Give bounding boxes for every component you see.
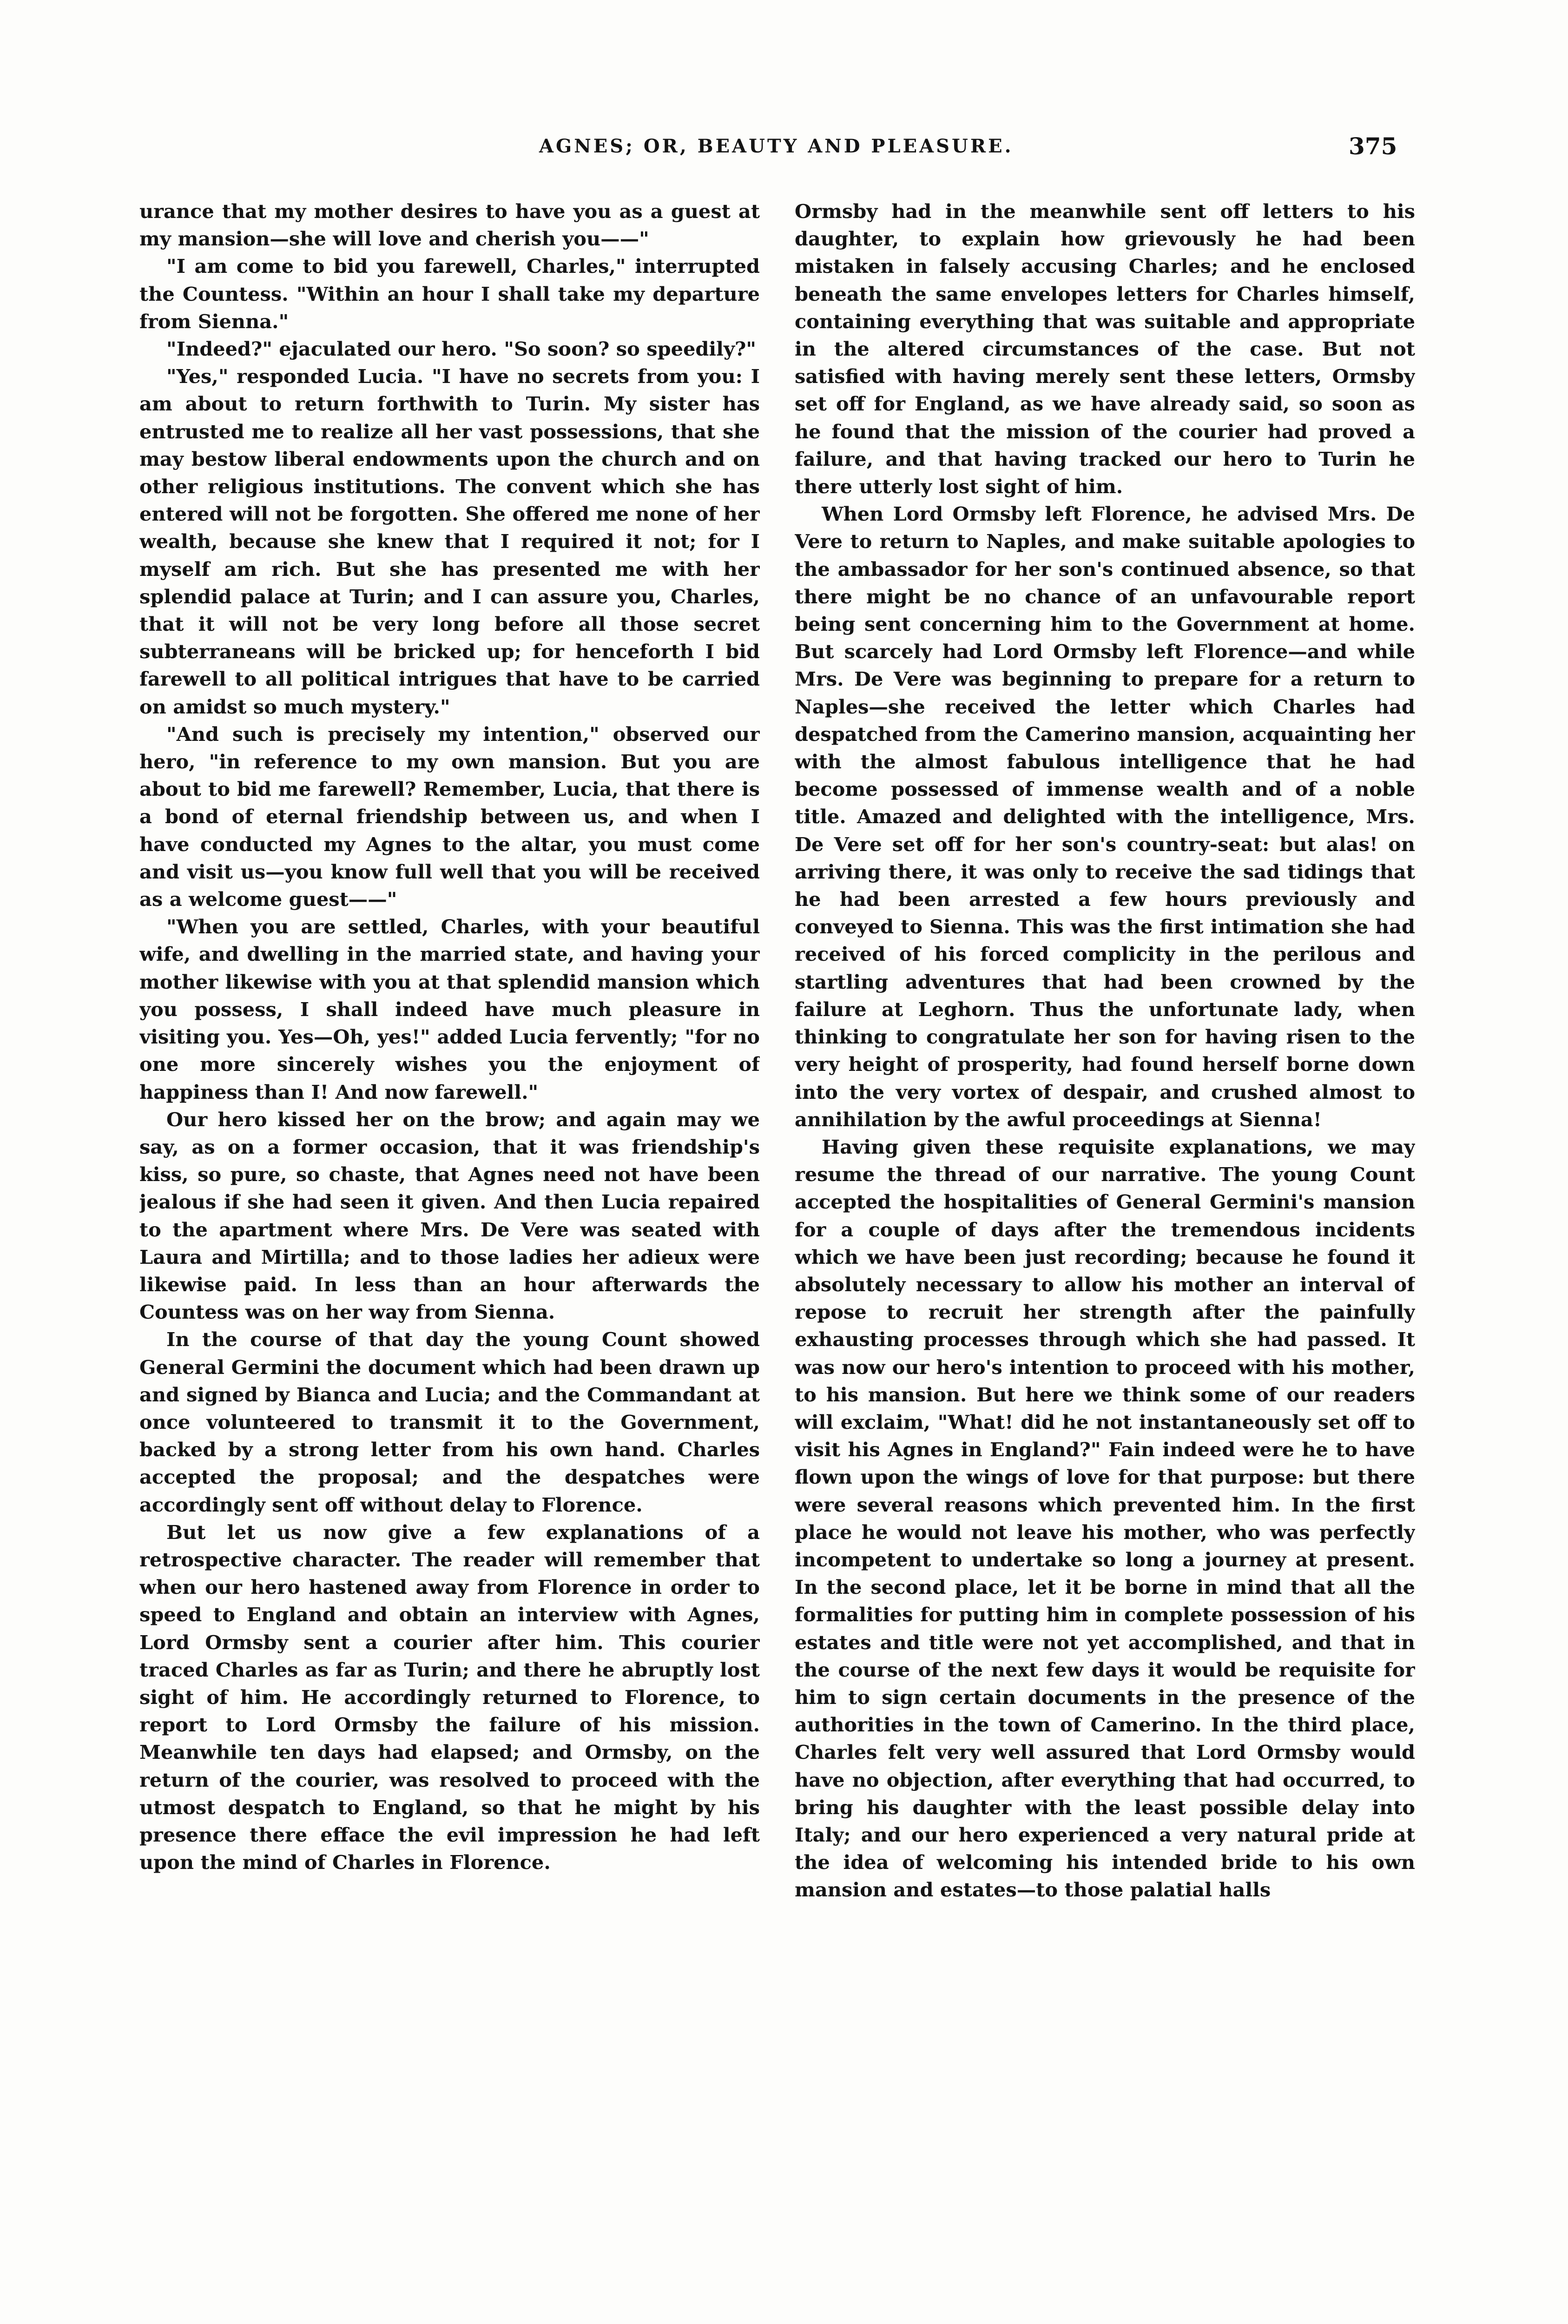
paragraph: Having given these requisite explanations, we may resume the thread of our narrative. The young Count accepted the hospitalities of General Germini's mansion for a couple of days after the tremendous incidents which we have been just recording; because he found it absolutely necessary to allow his mother an interval of repose to recruit her strength after the painfully exhausting processes through which she had passed. It was now our hero's intention to proceed with his mother, to his mansion. But here we think some of our readers will exclaim, "What! did he not instantaneously set off to visit his Agnes in England?" Fain indeed were he to have flown upon the wings of love for that purpose: but there were several reasons which prevented him. In the first place he would not leave his mother, who was perfectly incompetent to undertake so long a journey at present. In the second place, let it be borne in mind that all the formalities for putting him in complete possession of his estates and title were not yet accomplished, and that in the course of the next few days it would be requisite for him to sign certain documents in the presence of the authorities in the town of Camerino. In the third place, Charles felt very well assured that Lord Ormsby would have no objection, after everything that had occurred, to bring his daughter with the least possible delay into Italy; and our hero experienced a very natural pride at the idea of welcoming his intended bride to his own mansion and estates—to those palatial halls (795, 1135, 1415, 1901)
paragraph: "I am come to bid you farewell, Charles," interrupted the Countess. "Within an hour I shall take my departure from Sienna." (139, 255, 760, 333)
paragraph: "Yes," responded Lucia. "I have no secrets from you: I am about to return forthwith to Turin. My sister has entrusted me to realize all her vast possessions, that she may bestow liberal endowments upon the church and on other religious institutions. The convent which she has entered will not be forgotten. She offered me none of her wealth, because she knew that I required it not; for I myself am rich. But she has presented me with her splendid palace at Turin; and I can assure you, Charles, that it will not be very long before all those secret subterraneans will be bricked up; for henceforth I bid farewell to all political intrigues that have to be carried on amidst so much mystery." (139, 365, 760, 718)
right-column (795, 198, 1415, 2324)
paragraph: When Lord Ormsby left Florence, he advised Mrs. De Vere to return to Naples, and make suitable apologies to the ambassador for her son's continued absence, so that there might be no chance of an unfavourable report being sent concerning him to the Government at home. But scarcely had Lord Ormsby left Florence—and while Mrs. De Vere was beginning to prepare for a return to Naples—she received the letter which Charles had despatched from the Camerino mansion, acquainting her with the almost fabulous intelligence that he had become possessed of immense wealth and of a noble title. Amazed and delighted with the intelligence, Mrs. De Vere set off for her son's country-seat: but alas! on arriving there, it was only to receive the sad tidings that he had been arrested a few hours previously and conveyed to Sienna. This was the first intimation she had received of his forced complicity in the perilous and startling adventures that had been crowned by the failure at Leghorn. Thus the unfortunate lady, when thinking to congratulate her son for having risen to the very height of prosperity, had found herself borne down into the very vortex of despair, and crushed almost to annihilation by the awful proceedings at Sienna! (795, 502, 1415, 1131)
page-number: 375 (1349, 132, 1397, 160)
paragraph: Ormsby had in the meanwhile sent off letters to his daughter, to explain how grievously he had been mistaken in falsely accusing Charles; and he enclosed beneath the same envelopes letters for Charles himself, containing everything that was suitable and appropriate in the altered circumstances of the case. But not satisfied with having merely sent these letters, Ormsby set off for England, as we have already said, so soon as he found that the mission of the courier had proved a failure, and that having tracked our hero to Turin he there utterly lost sight of him. (795, 200, 1415, 498)
paragraph: But let us now give a few explanations of a retrospective character. The reader will remember that when our hero hastened away from Florence in order to speed to England and obtain an interview with Agnes, Lord Ormsby sent a courier after him. This courier traced Charles as far as Turin; and there he abruptly lost sight of him. He accordingly returned to Florence, to report to Lord Ormsby the failure of his mission. Meanwhile ten days had elapsed; and Ormsby, on the return of the courier, was resolved to proceed with the utmost despatch to England, so that he might by his presence there efface the evil impression he had left upon the mind of Charles in Florence. (139, 1520, 760, 1874)
paragraph: Our hero kissed her on the brow; and again may we say, as on a former occasion, that it was friendship's kiss, so pure, so chaste, that Agnes need not have been jealous if she had seen it given. And then Lucia repaired to the apartment where Mrs. De Vere was seated with Laura and Mirtilla; and to those ladies her adieux were likewise paid. In less than an hour afterwards the Countess was on her way from Sienna. (139, 1108, 760, 1324)
page-header (0, 132, 1568, 174)
paragraph: "Indeed?" ejaculated our hero. "So soon? so speedily?" (166, 337, 756, 361)
paragraph: In the course of that day the young Count showed General Germini the document which had been drawn up and signed by Bianca and Lucia; and the Commandant at once volunteered to transmit it to the Government, backed by a strong letter from his own hand. Charles accepted the proposal; and the despatches were accordingly sent off without delay to Florence. (139, 1328, 760, 1516)
running-title: AGNES; OR, BEAUTY AND PLEASURE. (539, 135, 1014, 157)
left-column (139, 198, 760, 2324)
paragraph: urance that my mother desires to have you as a guest at my mansion—she will love and cherish you——" (139, 200, 760, 251)
paragraph: "When you are settled, Charles, with your beautiful wife, and dwelling in the married state, and having your mother likewise with you at that splendid mansion which you possess, I shall indeed have much pleasure in visiting you. Yes—Oh, yes!" added Lucia fervently; "for no one more sincerely wishes you the enjoyment of happiness than I! And now farewell." (139, 915, 760, 1103)
paragraph: "And such is precisely my intention," observed our hero, "in reference to my own mansion. But you are about to bid me farewell? Remember, Lucia, that there is a bond of eternal friendship between us, and when I have conducted my Agnes to the altar, you must come and visit us—you know full well that you will be received as a welcome guest——" (139, 722, 760, 911)
